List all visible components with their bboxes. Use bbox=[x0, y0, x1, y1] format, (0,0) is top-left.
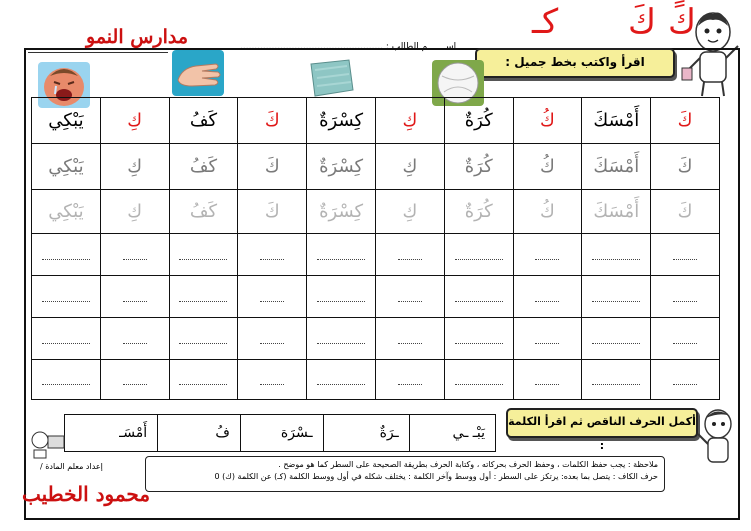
cell-letter bbox=[100, 98, 169, 144]
cell-letter bbox=[651, 98, 720, 144]
write-cell[interactable] bbox=[169, 234, 238, 276]
table-row-blank bbox=[32, 318, 720, 360]
write-cell[interactable] bbox=[513, 234, 582, 276]
write-cell[interactable] bbox=[32, 318, 101, 360]
write-cell[interactable] bbox=[169, 360, 238, 400]
write-cell[interactable] bbox=[651, 276, 720, 318]
completion-banner: أكمل الحرف الناقص ثم اقرأ الكلمة : bbox=[506, 408, 698, 438]
cell-trace: كِسْرَةٌ bbox=[307, 190, 376, 234]
write-cell[interactable] bbox=[582, 276, 651, 318]
write-cell[interactable] bbox=[582, 234, 651, 276]
cell-trace: أَمْسَكَ bbox=[582, 144, 651, 190]
table-row-blank bbox=[32, 234, 720, 276]
cell-trace: كِ bbox=[100, 190, 169, 234]
fill-cell[interactable]: ـسْرَة bbox=[240, 415, 323, 452]
cell-trace: كَ bbox=[651, 190, 720, 234]
write-cell[interactable] bbox=[444, 360, 513, 400]
cell-trace: كُرَةٌ bbox=[444, 190, 513, 234]
write-cell[interactable] bbox=[444, 234, 513, 276]
write-cell[interactable] bbox=[100, 360, 169, 400]
write-cell[interactable] bbox=[444, 276, 513, 318]
table-row-blank bbox=[32, 360, 720, 400]
write-cell[interactable] bbox=[100, 318, 169, 360]
thinking-boy-icon bbox=[696, 404, 744, 470]
cell-trace: يَبْكِي bbox=[32, 190, 101, 234]
write-cell[interactable] bbox=[238, 360, 307, 400]
header-letter-3: كـ bbox=[532, 2, 559, 42]
cell-word-kura bbox=[444, 98, 513, 144]
write-cell[interactable] bbox=[32, 276, 101, 318]
write-cell[interactable] bbox=[169, 318, 238, 360]
write-cell[interactable] bbox=[513, 360, 582, 400]
instruction-banner: اقرأ واكتب بخط جميل : bbox=[475, 48, 675, 78]
letter-text: كِ bbox=[402, 110, 418, 131]
cell-trace: كَفُ bbox=[169, 190, 238, 234]
write-cell[interactable] bbox=[582, 318, 651, 360]
cell-trace: كِ bbox=[375, 190, 444, 234]
write-cell[interactable] bbox=[169, 276, 238, 318]
cell-trace: كُ bbox=[513, 144, 582, 190]
letter-text: كَ bbox=[264, 110, 280, 131]
write-cell[interactable] bbox=[32, 360, 101, 400]
note-line-2: حرف الكاف : يتصل بما بعده: يرتكز على السطر : أول ووسط وآخر الكلمة : يختلف شكله في أول ووسط الكلمة (كـ) عن الكلمة (ك) 0 bbox=[214, 472, 658, 481]
write-cell[interactable] bbox=[651, 360, 720, 400]
cell-word-amsak bbox=[582, 98, 651, 144]
cell-trace: كُرَةٌ bbox=[444, 144, 513, 190]
table-row bbox=[32, 190, 720, 234]
table-row bbox=[65, 415, 496, 452]
header-letter-2: كَ bbox=[628, 2, 657, 42]
write-cell[interactable] bbox=[238, 276, 307, 318]
word-text: كِسْرَةٌ bbox=[319, 110, 364, 131]
school-name: مدارس النمو bbox=[86, 26, 189, 48]
cell-trace: كَ bbox=[238, 190, 307, 234]
fill-cell[interactable]: يَبْـ ـي bbox=[409, 415, 495, 452]
letter-text: كُ bbox=[540, 110, 555, 131]
author-name: محمود الخطيب bbox=[22, 482, 151, 506]
write-cell[interactable] bbox=[651, 234, 720, 276]
letter-text: كَ bbox=[677, 110, 693, 131]
fill-in-table bbox=[64, 414, 496, 452]
cell-trace: كِ bbox=[100, 144, 169, 190]
header-letter-1: كً bbox=[668, 2, 697, 42]
write-cell[interactable] bbox=[375, 318, 444, 360]
word-text: كُرَةٌ bbox=[464, 110, 493, 131]
write-cell[interactable] bbox=[513, 318, 582, 360]
open-hand-icon bbox=[172, 50, 224, 96]
write-cell[interactable] bbox=[513, 276, 582, 318]
write-cell[interactable] bbox=[32, 234, 101, 276]
write-cell[interactable] bbox=[582, 360, 651, 400]
word-text: أَمْسَكَ bbox=[593, 110, 640, 131]
cell-letter bbox=[375, 98, 444, 144]
cell-letter bbox=[513, 98, 582, 144]
write-cell[interactable] bbox=[307, 276, 376, 318]
cell-letter bbox=[238, 98, 307, 144]
write-cell[interactable] bbox=[100, 276, 169, 318]
note-line-1: ملاحظة : يجب حفظ الكلمات ، وحفظ الحرف بحركاته ، وكتابة الحرف بطريقة الصحيحة على السطر كما هو موضح . bbox=[278, 460, 658, 469]
cell-trace: كَفُ bbox=[169, 144, 238, 190]
cell-trace: يَبْكِي bbox=[32, 144, 101, 190]
write-cell[interactable] bbox=[307, 318, 376, 360]
word-text: يَبْكِي bbox=[48, 110, 84, 131]
cell-trace: كِ bbox=[375, 144, 444, 190]
cell-word-kisra bbox=[307, 98, 376, 144]
write-cell[interactable] bbox=[100, 234, 169, 276]
note-box bbox=[145, 456, 665, 492]
cell-trace: كَ bbox=[651, 144, 720, 190]
word-text: كَفُ bbox=[189, 110, 218, 131]
teacher-icon bbox=[28, 428, 68, 460]
write-cell[interactable] bbox=[651, 318, 720, 360]
student-name-field: اســـــــم الطالب : .................................................. bbox=[240, 42, 457, 52]
prepared-by-label: إعداد معلم المادة / bbox=[40, 462, 103, 471]
cell-word-kaff bbox=[169, 98, 238, 144]
table-row bbox=[32, 98, 720, 144]
fill-cell[interactable]: ـرَةٌ bbox=[323, 415, 409, 452]
table-row-blank bbox=[32, 276, 720, 318]
cell-trace: كُ bbox=[513, 190, 582, 234]
cell-trace: كَ bbox=[238, 144, 307, 190]
table-row bbox=[32, 144, 720, 190]
practice-grid bbox=[31, 97, 720, 400]
write-cell[interactable] bbox=[375, 276, 444, 318]
letter-text: كِ bbox=[127, 110, 143, 131]
cell-trace: كِسْرَةٌ bbox=[307, 144, 376, 190]
cell-trace: أَمْسَكَ bbox=[582, 190, 651, 234]
write-cell[interactable] bbox=[307, 234, 376, 276]
write-cell[interactable] bbox=[375, 360, 444, 400]
fill-cell[interactable]: فُ bbox=[158, 415, 241, 452]
write-cell[interactable] bbox=[238, 318, 307, 360]
cell-word-yabki bbox=[32, 98, 101, 144]
write-cell[interactable] bbox=[375, 234, 444, 276]
cloth-piece-icon bbox=[305, 56, 357, 102]
fill-cell[interactable]: أَمْسَـ bbox=[65, 415, 158, 452]
write-cell[interactable] bbox=[307, 360, 376, 400]
write-cell[interactable] bbox=[238, 234, 307, 276]
write-cell[interactable] bbox=[444, 318, 513, 360]
